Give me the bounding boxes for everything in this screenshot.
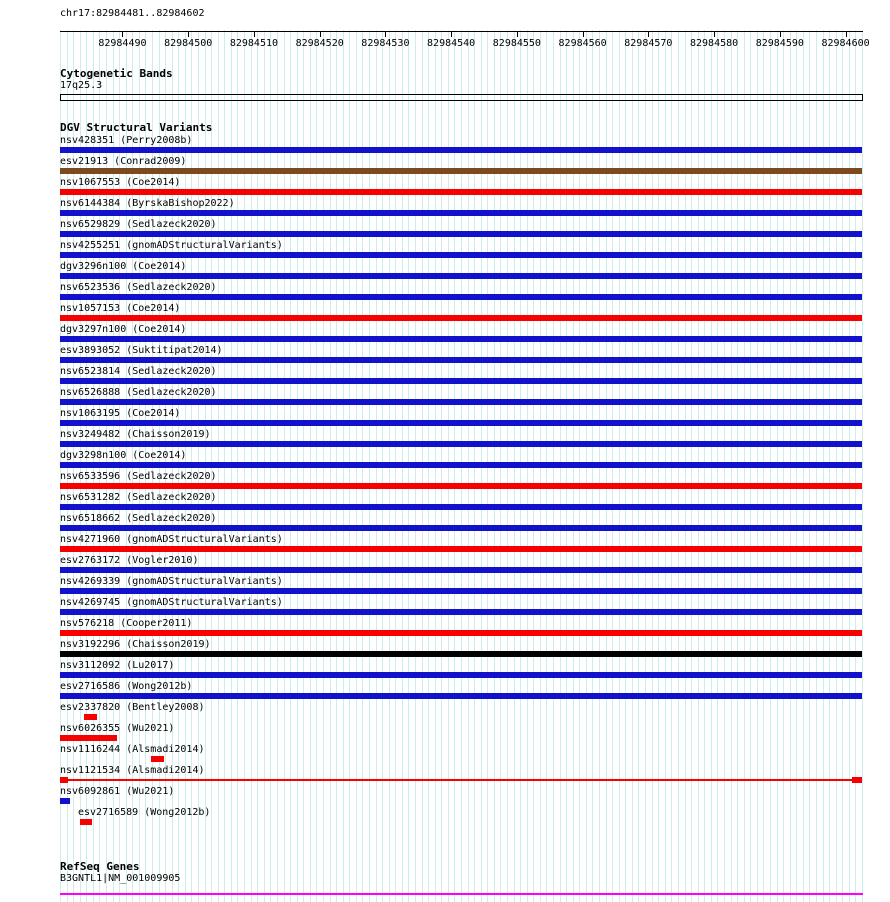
ruler-tick-label: 82984600 <box>821 38 870 49</box>
ruler-tick <box>122 32 123 37</box>
variant-row <box>60 155 864 176</box>
variant-bar[interactable] <box>60 651 862 657</box>
ruler-tick <box>846 32 847 37</box>
variant-label[interactable]: nsv1116244 (Alsmadi2014) <box>60 744 205 755</box>
variant-bar[interactable] <box>84 714 97 720</box>
variant-row <box>60 554 864 575</box>
variant-row <box>60 659 864 680</box>
variant-bar[interactable] <box>60 273 862 279</box>
variant-row <box>60 386 864 407</box>
ruler-tick <box>780 32 781 37</box>
variant-label[interactable]: nsv6526888 (Sedlazeck2020) <box>60 387 217 398</box>
variant-bar[interactable] <box>60 420 862 426</box>
variant-row <box>60 680 864 701</box>
variant-bar[interactable] <box>60 735 117 741</box>
variant-bar-right-end[interactable] <box>852 777 862 783</box>
ruler-tick <box>188 32 189 37</box>
dgv-structural-variants-title: DGV Structural Variants <box>60 121 213 134</box>
variant-label[interactable]: dgv3297n100 (Coe2014) <box>60 324 187 335</box>
dgv-variant-rows <box>60 134 864 828</box>
ruler-tick-label: 82984490 <box>98 38 147 49</box>
variant-label[interactable]: nsv6026355 (Wu2021) <box>60 723 175 734</box>
variant-bar[interactable] <box>60 462 862 468</box>
ruler-tick-label: 82984570 <box>624 38 673 49</box>
variant-bar[interactable] <box>60 231 862 237</box>
variant-row <box>60 134 864 155</box>
variant-bar[interactable] <box>60 588 862 594</box>
variant-bar[interactable] <box>60 672 862 678</box>
ruler-tick <box>254 32 255 37</box>
variant-bar[interactable] <box>60 567 862 573</box>
variant-row <box>60 176 864 197</box>
variant-bar[interactable] <box>60 336 862 342</box>
variant-bar[interactable] <box>60 483 862 489</box>
ruler-tick-label: 82984590 <box>755 38 804 49</box>
variant-label[interactable]: esv2716586 (Wong2012b) <box>60 681 193 692</box>
ruler <box>60 31 870 53</box>
variant-bar[interactable] <box>60 504 862 510</box>
ruler-tick <box>517 32 518 37</box>
variant-label[interactable]: nsv576218 (Cooper2011) <box>60 618 193 629</box>
region-title: chr17:82984481..82984602 <box>60 8 205 19</box>
variant-row <box>60 722 864 743</box>
variant-row <box>60 764 864 785</box>
variant-label[interactable]: esv2337820 (Bentley2008) <box>60 702 205 713</box>
variant-label[interactable]: nsv4269339 (gnomADStructuralVariants) <box>60 576 283 587</box>
variant-label[interactable]: esv2763172 (Vogler2010) <box>60 555 199 566</box>
variant-row <box>60 638 864 659</box>
variant-bar[interactable] <box>60 378 862 384</box>
refseq-genes-title: RefSeq Genes <box>60 860 140 873</box>
variant-row <box>60 260 864 281</box>
variant-bar[interactable] <box>60 693 862 699</box>
variant-row <box>60 239 864 260</box>
variant-row <box>60 491 864 512</box>
refseq-gene-glyph[interactable] <box>60 893 863 895</box>
ruler-tick <box>648 32 649 37</box>
variant-bar[interactable] <box>60 252 862 258</box>
ruler-tick <box>714 32 715 37</box>
ruler-line <box>60 31 863 32</box>
variant-bar[interactable] <box>60 609 862 615</box>
variant-label[interactable]: nsv6144384 (ByrskaBishop2022) <box>60 198 235 209</box>
variant-row <box>60 596 864 617</box>
variant-row <box>60 533 864 554</box>
variant-row <box>60 617 864 638</box>
variant-bar[interactable] <box>60 147 862 153</box>
variant-row <box>60 407 864 428</box>
variant-bar[interactable] <box>151 756 164 762</box>
cytogenetic-band-label: 17q25.3 <box>60 80 103 91</box>
variant-bar[interactable] <box>60 399 862 405</box>
variant-bar[interactable] <box>60 357 862 363</box>
ruler-tick-label: 82984560 <box>558 38 607 49</box>
ruler-tick-label: 82984500 <box>164 38 213 49</box>
variant-row <box>60 428 864 449</box>
ruler-tick-label: 82984520 <box>295 38 344 49</box>
variant-row <box>60 701 864 722</box>
variant-bar[interactable] <box>60 546 862 552</box>
variant-bar[interactable] <box>60 798 70 804</box>
variant-label[interactable]: nsv4255251 (gnomADStructuralVariants) <box>60 240 283 251</box>
variant-row <box>60 512 864 533</box>
ruler-tick-label: 82984530 <box>361 38 410 49</box>
variant-bar[interactable] <box>60 168 862 174</box>
variant-label[interactable]: dgv3296n100 (Coe2014) <box>60 261 187 272</box>
variant-row <box>60 344 864 365</box>
variant-row <box>60 302 864 323</box>
variant-row <box>60 365 864 386</box>
variant-label[interactable]: nsv6518662 (Sedlazeck2020) <box>60 513 217 524</box>
variant-label[interactable]: nsv6523814 (Sedlazeck2020) <box>60 366 217 377</box>
ruler-tick-label: 82984580 <box>689 38 739 49</box>
variant-bar[interactable] <box>60 210 862 216</box>
ruler-tick-label: 82984550 <box>492 38 541 49</box>
variant-bar[interactable] <box>60 441 862 447</box>
variant-span-line <box>60 779 862 781</box>
cytogenetic-band-glyph[interactable] <box>60 94 863 101</box>
variant-row <box>60 575 864 596</box>
variant-bar[interactable] <box>60 294 862 300</box>
ruler-tick <box>385 32 386 37</box>
variant-label[interactable]: nsv428351 (Perry2008b) <box>60 135 193 146</box>
variant-row <box>60 806 864 827</box>
variant-row <box>60 197 864 218</box>
variant-label[interactable]: nsv1121534 (Alsmadi2014) <box>60 765 205 776</box>
variant-label[interactable]: nsv6531282 (Sedlazeck2020) <box>60 492 217 503</box>
variant-bar-left-end[interactable] <box>60 777 68 783</box>
variant-label[interactable]: esv2716589 (Wong2012b) <box>78 807 211 818</box>
variant-label[interactable]: nsv6523536 (Sedlazeck2020) <box>60 282 217 293</box>
variant-bar[interactable] <box>60 189 862 195</box>
variant-bar[interactable] <box>60 630 862 636</box>
refseq-gene-label[interactable]: B3GNTL1|NM_001009905 <box>60 873 181 884</box>
variant-label[interactable]: nsv3112092 (Lu2017) <box>60 660 175 671</box>
variant-row <box>60 470 864 491</box>
variant-row <box>60 785 864 806</box>
variant-label[interactable]: esv21913 (Conrad2009) <box>60 156 187 167</box>
variant-row <box>60 323 864 344</box>
variant-label[interactable]: nsv4269745 (gnomADStructuralVariants) <box>60 597 283 608</box>
variant-label[interactable]: dgv3298n100 (Coe2014) <box>60 450 187 461</box>
variant-label[interactable]: nsv6092861 (Wu2021) <box>60 786 175 797</box>
variant-label[interactable]: nsv4271960 (gnomADStructuralVariants) <box>60 534 283 545</box>
cytogenetic-bands-title: Cytogenetic Bands <box>60 67 173 80</box>
ruler-tick <box>583 32 584 37</box>
variant-bar[interactable] <box>60 315 862 321</box>
variant-label[interactable]: nsv1067553 (Coe2014) <box>60 177 181 188</box>
variant-bar[interactable] <box>60 525 862 531</box>
variant-row <box>60 743 864 764</box>
ruler-tick-label: 82984510 <box>229 38 279 49</box>
variant-label[interactable]: nsv1057153 (Coe2014) <box>60 303 181 314</box>
variant-label[interactable]: nsv6529829 (Sedlazeck2020) <box>60 219 217 230</box>
ruler-tick <box>320 32 321 37</box>
variant-row <box>60 281 864 302</box>
variant-label[interactable]: nsv6533596 (Sedlazeck2020) <box>60 471 217 482</box>
variant-label[interactable]: esv3893052 (Suktitipat2014) <box>60 345 223 356</box>
variant-label[interactable]: nsv1063195 (Coe2014) <box>60 408 181 419</box>
variant-row <box>60 218 864 239</box>
variant-label[interactable]: nsv3192296 (Chaisson2019) <box>60 639 211 650</box>
variant-row <box>60 449 864 470</box>
variant-label[interactable]: nsv3249482 (Chaisson2019) <box>60 429 211 440</box>
ruler-tick-label: 82984540 <box>427 38 476 49</box>
variant-bar[interactable] <box>80 819 92 825</box>
ruler-tick <box>451 32 452 37</box>
